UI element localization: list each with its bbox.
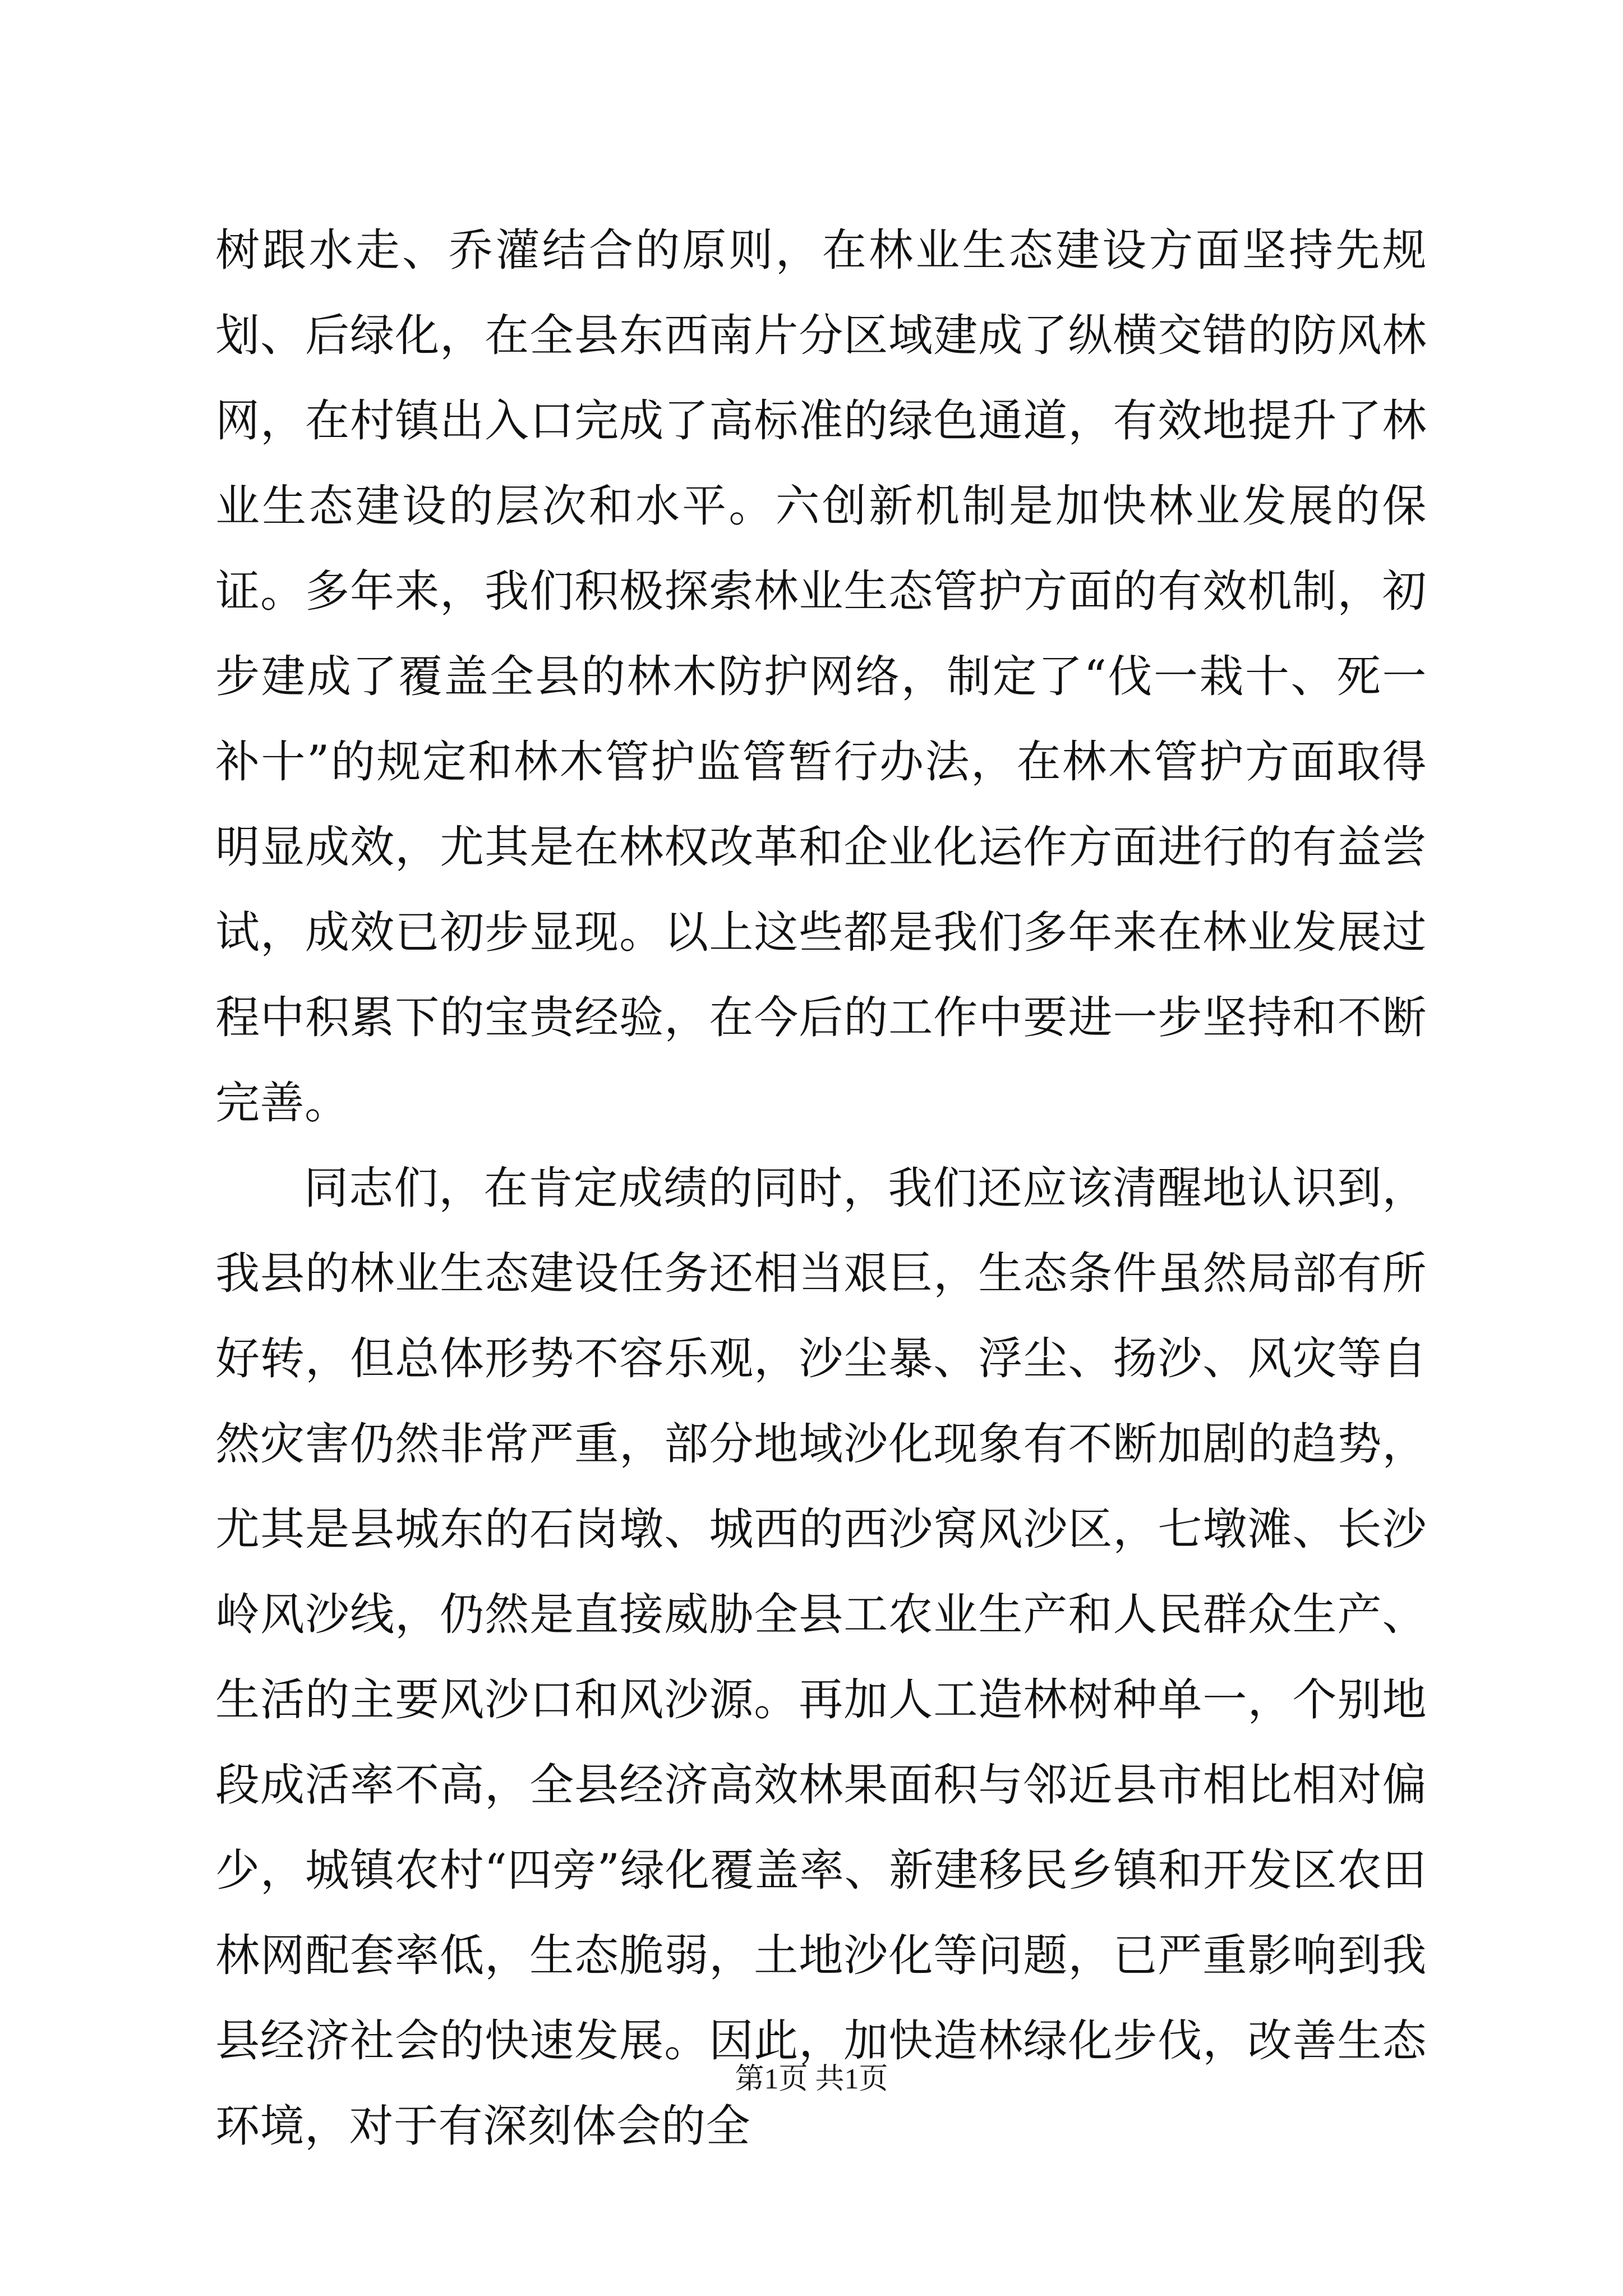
paragraph-continuation: 树跟水走、乔灌结合的原则，在林业生态建设方面坚持先规划、后绿化，在全县东西南片分区域建成了纵横交错的防风林网，在村镇出入口完成了高标准的绿色通道，有效地提升了林业生态建设的层次和水平。六创新机制是加快林业发展的保证。多年来，我们积极探索林业生态管护方面的有效机制，初步建成了覆盖全县的林木防护网络，制定了“伐一栽十、死一补十”的规定和林木管护监管暂行办法，在林木管护方面取得明显成效，尤其是在林权改革和企业化运作方面进行的有益尝试，成效已初步显现。以上这些都是我们多年来在林业发展过程中积累下的宝贵经验，在今后的工作中要进一步坚持和不断完善。 [215, 224, 1427, 1129]
paragraph: 同志们，在肯定成绩的同时，我们还应该清醒地认识到，我县的林业生态建设任务还相当艰巨，生态条件虽然局部有所好转，但总体形势不容乐观，沙尘暴、浮尘、扬沙、风灾等自然灾害仍然非常严重，部分地域沙化现象有不断加剧的趋势，尤其是县城东的石岗墩、城西的西沙窝风沙区，七墩滩、长沙岭风沙线，仍然是直接威胁全县工农业生产和人民群众生产、生活的主要风沙口和风沙源。再加人工造林树种单一，个别地段成活率不高，全县经济高效林果面积与邻近县市相比相对偏少，城镇农村“四旁”绿化覆盖率、新建移民乡镇和开发区农田林网配套率低，生态脆弱，土地沙化等问题，已严重影响到我县经济社会的快速发展。因此，加快造林绿化步伐，改善生态环境，对于有深刻体会的全 [215, 1162, 1427, 2152]
page-footer: 第1页 共1页 [735, 2063, 888, 2095]
body-text [215, 208, 1427, 2169]
